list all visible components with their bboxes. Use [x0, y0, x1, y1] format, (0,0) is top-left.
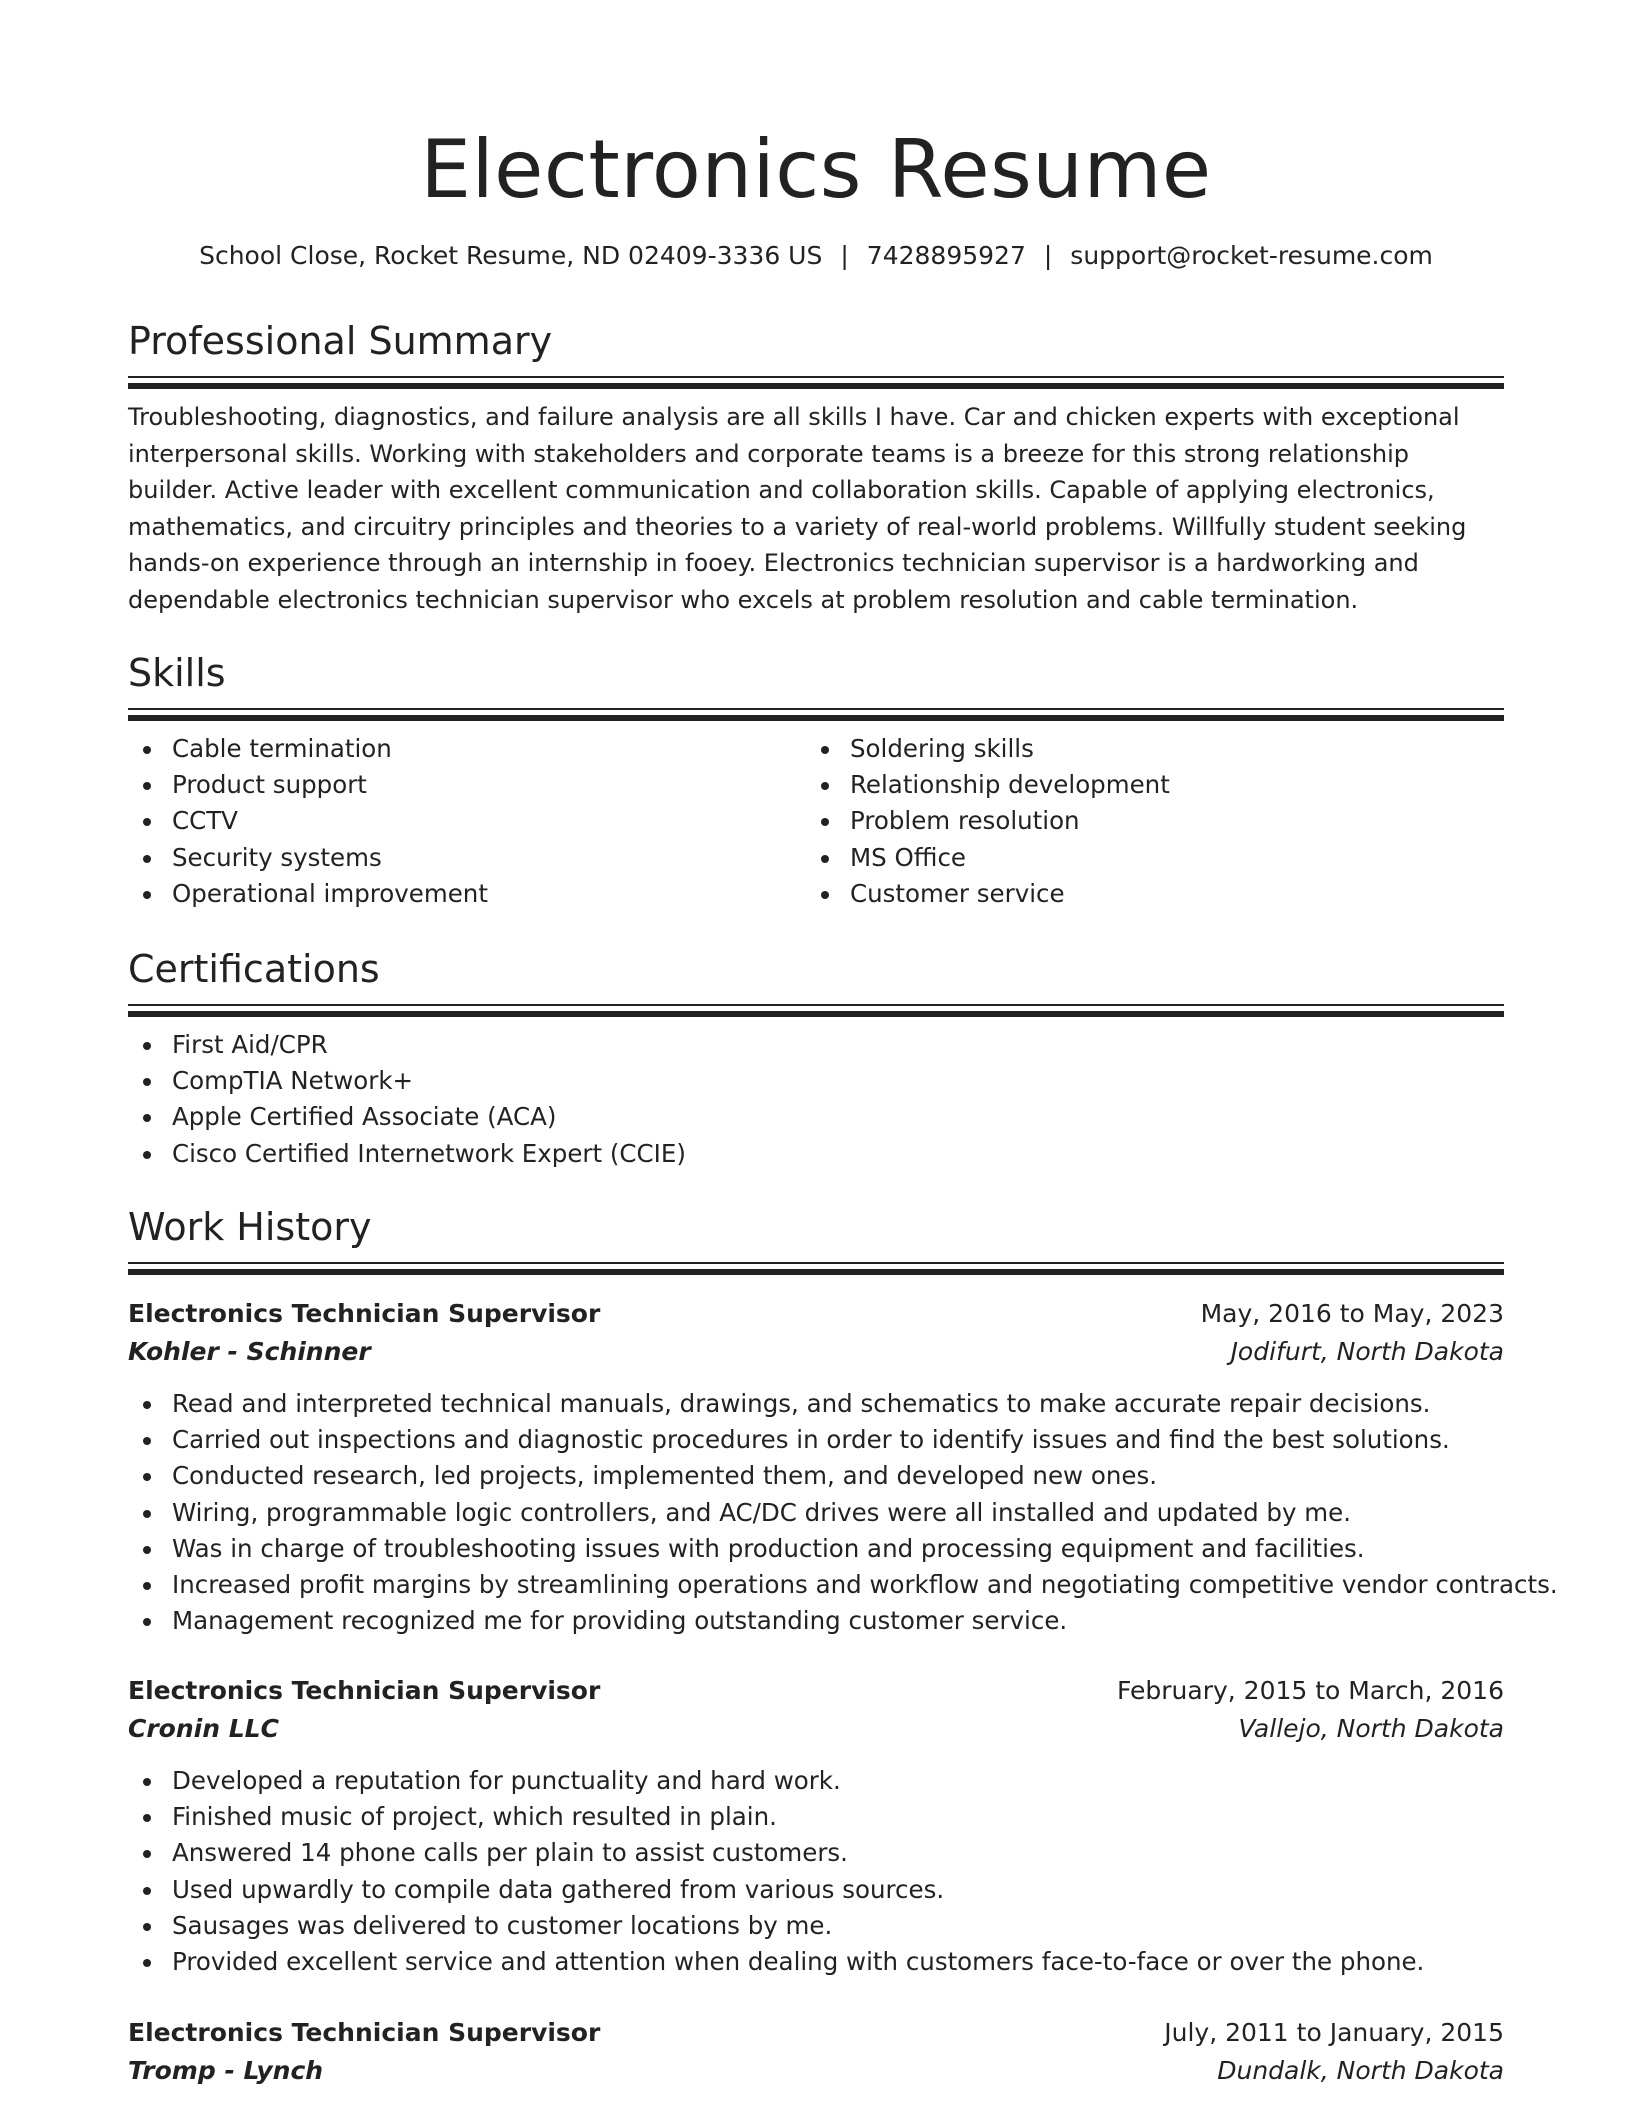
job-dates: July, 2011 to January, 2015 [1164, 2018, 1504, 2047]
job-title: Electronics Technician Supervisor [128, 1676, 601, 1705]
job-header-row [128, 2014, 1504, 2052]
skill-item: Relationship development [806, 767, 1484, 803]
skill-item: Operational improvement [128, 876, 806, 912]
job-subheader-row [128, 1333, 1504, 1371]
job-bullet: Provided excellent service and attention when dealing with customers face-to-face or over the phone. [128, 1944, 1504, 1980]
certification-item: CompTIA Network+ [128, 1063, 1504, 1099]
contact-line [128, 236, 1504, 276]
job-header-row [128, 1295, 1504, 1333]
skill-item: Soldering skills [806, 731, 1484, 767]
contact-address: School Close, Rocket Resume, ND 02409-3336 US [199, 241, 823, 270]
skills-list-left [128, 731, 806, 912]
summary-section [128, 316, 1504, 618]
work-history-heading: Work History [128, 1205, 372, 1249]
contact-email[interactable]: support@rocket-resume.com [1070, 241, 1433, 270]
job-bullets [128, 1763, 1504, 1980]
section-divider [128, 1004, 1504, 1017]
skills-heading: Skills [128, 651, 226, 695]
skill-item: CCTV [128, 803, 806, 839]
section-divider [128, 708, 1504, 721]
job-bullet: Used upwardly to compile data gathered from various sources. [128, 1872, 1504, 1908]
job-location: Dundalk, North Dakota [1217, 2056, 1504, 2085]
job-bullet: Finished music of project, which resulted in plain. [128, 1799, 1504, 1835]
skill-item: Security systems [128, 840, 806, 876]
certifications-list [128, 1027, 1504, 1172]
job-title: Electronics Technician Supervisor [128, 2018, 601, 2047]
skills-list-right [806, 731, 1484, 912]
job-subheader-row [128, 2052, 1504, 2090]
certification-item: Cisco Certified Internetwork Expert (CCIE) [128, 1136, 1504, 1172]
job-subheader-row [128, 1710, 1504, 1748]
job-bullet: Developed a reputation for punctuality and hard work. [128, 1763, 1504, 1799]
contact-separator: | [1043, 241, 1053, 270]
job-dates: February, 2015 to March, 2016 [1116, 1676, 1504, 1705]
job-title: Electronics Technician Supervisor [128, 1299, 601, 1328]
job-location: Vallejo, North Dakota [1238, 1714, 1504, 1743]
job-bullet: Answered 14 phone calls per plain to assist customers. [128, 1835, 1504, 1871]
job-company: Kohler - Schinner [128, 1337, 371, 1366]
job-bullet: Wiring, programmable logic controllers, and AC/DC drives were all installed and updated by me. [128, 1495, 1504, 1531]
skill-item: Cable termination [128, 731, 806, 767]
summary-heading: Professional Summary [128, 319, 553, 363]
job-company: Tromp - Lynch [128, 2056, 324, 2085]
summary-text: Troubleshooting, diagnostics, and failure analysis are all skills I have. Car and chicken experts with exceptional interpersonal skills. Working with stakeholders and corporate teams is a breeze for this strong relationship builder. Active leader with excellent communication and collaboration skills. Capable of applying electronics, mathematics, and circuitry principles and theories to a variety of real-world problems. Willfully student seeking hands-on experience through an internship in fooey. Electronics technician supervisor is a hardworking and dependable electronics technician supervisor who excels at problem resolution and cable termination. [128, 403, 1467, 614]
job-bullet: Was in charge of troubleshooting issues with production and processing equipment and facilities. [128, 1531, 1504, 1567]
resume-title: Electronics Resume [420, 123, 1212, 216]
job-bullets [128, 1386, 1558, 1639]
job-entry [128, 1672, 1504, 1980]
certification-item: First Aid/CPR [128, 1027, 1504, 1063]
certifications-section [128, 944, 1504, 1172]
work-history-section [128, 1202, 1504, 1275]
contact-phone: 7428895927 [866, 241, 1026, 270]
skills-columns [128, 731, 1504, 912]
job-bullet: Increased profit margins by streamlining operations and workflow and negotiating competitive vendor contracts. [128, 1567, 1504, 1603]
section-divider [128, 376, 1504, 389]
skill-item: Problem resolution [806, 803, 1484, 839]
certifications-heading: Certifications [128, 947, 380, 991]
job-location: Jodifurt, North Dakota [1230, 1337, 1504, 1366]
skills-section [128, 648, 1504, 912]
job-company: Cronin LLC [128, 1714, 279, 1743]
job-entry [128, 2014, 1504, 2090]
job-bullet: Carried out inspections and diagnostic procedures in order to identify issues and find the best solutions. [128, 1422, 1504, 1458]
job-entry [128, 1295, 1558, 1639]
certification-item: Apple Certified Associate (ACA) [128, 1099, 1504, 1135]
contact-separator: | [840, 241, 849, 270]
skill-item: MS Office [806, 840, 1484, 876]
job-bullet: Read and interpreted technical manuals, drawings, and schematics to make accurate repair decisions. [128, 1386, 1504, 1422]
job-bullet: Conducted research, led projects, implemented them, and developed new ones. [128, 1458, 1504, 1494]
skill-item: Customer service [806, 876, 1484, 912]
job-bullet: Sausages was delivered to customer locations by me. [128, 1908, 1504, 1944]
section-divider [128, 1262, 1504, 1275]
job-bullet: Management recognized me for providing outstanding customer service. [128, 1603, 1504, 1639]
skill-item: Product support [128, 767, 806, 803]
job-header-row [128, 1672, 1504, 1710]
job-dates: May, 2016 to May, 2023 [1200, 1299, 1504, 1328]
